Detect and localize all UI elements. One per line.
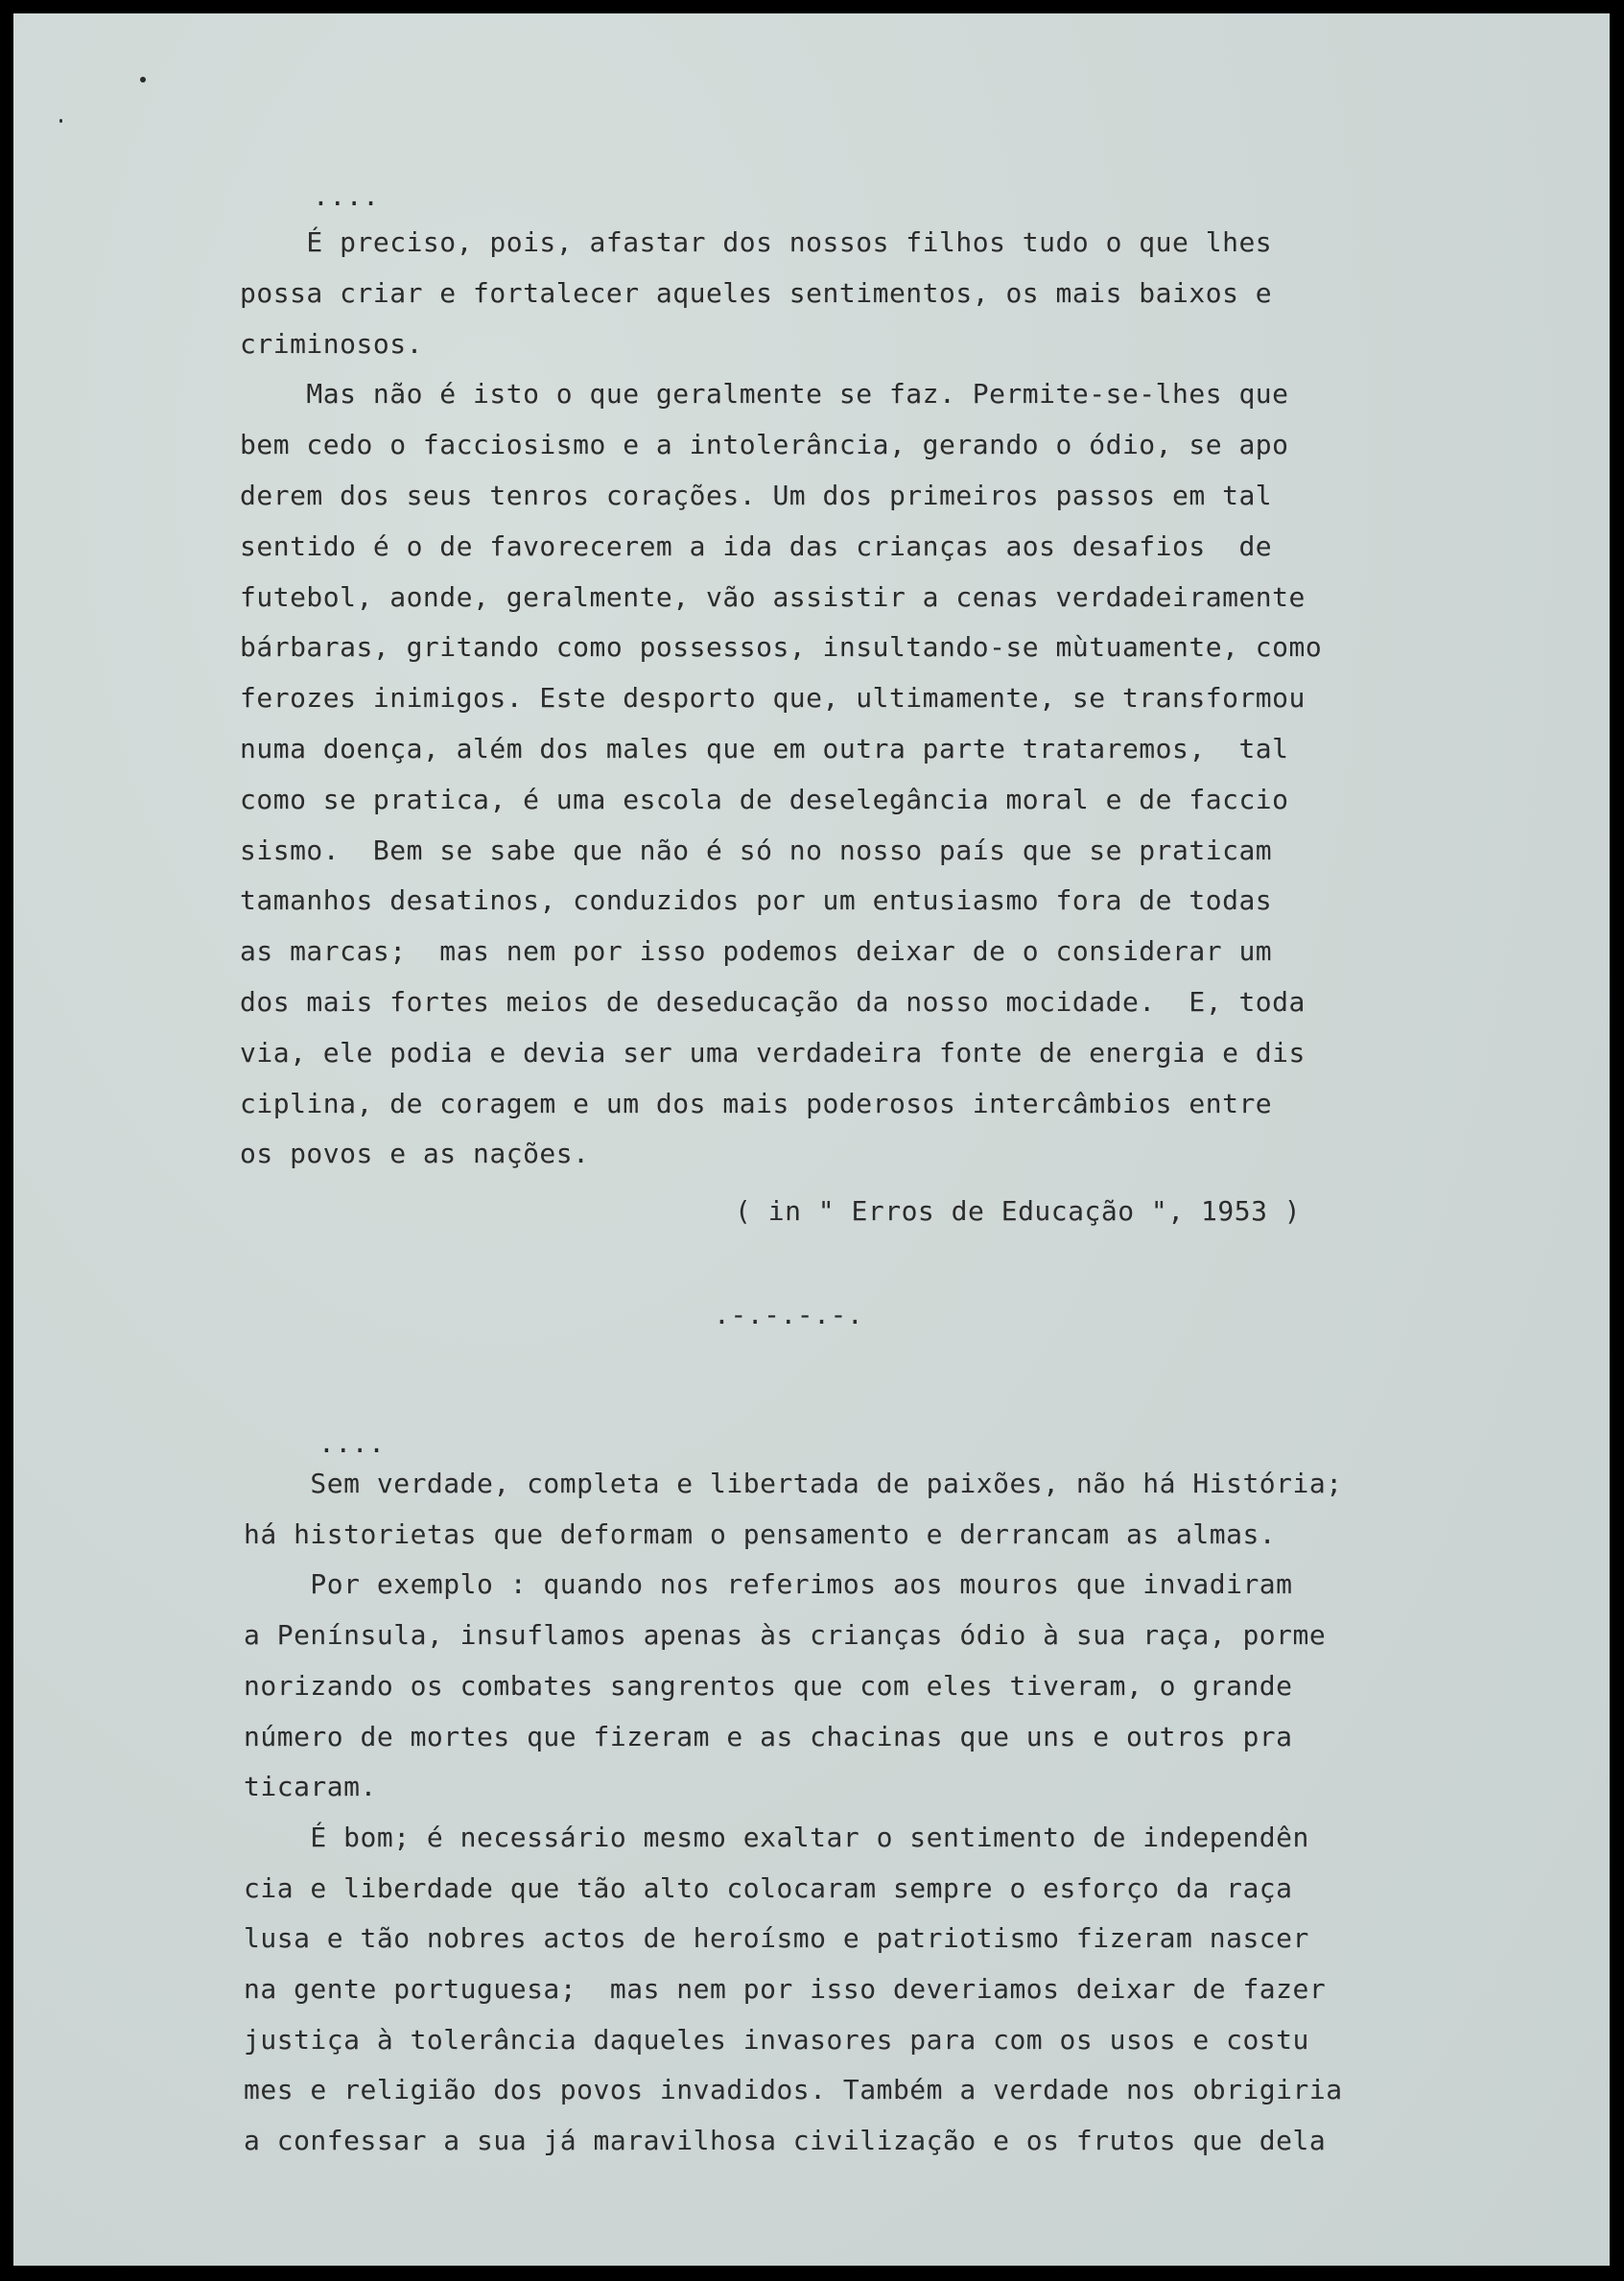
text-line: bárbaras, gritando como possessos, insultando-se mùtuamente, como: [240, 631, 1323, 664]
text-line: norizando os combates sangrentos que com eles tiveram, o grande: [244, 1669, 1293, 1702]
text-line: ferozes inimigos. Este desporto que, ultimamente, se transformou: [240, 682, 1306, 715]
text-line: Por exemplo : quando nos referimos aos mouros que invadiram: [244, 1568, 1293, 1601]
text-line: sismo. Bem se sabe que não é só no nosso país que se praticam: [240, 834, 1273, 866]
text-line: Sem verdade, completa e libertada de paixões, não há História;: [244, 1468, 1343, 1499]
text-line: ticaram.: [244, 1771, 377, 1803]
text-line: ciplina, de coragem e um dos mais poderosos intercâmbios entre: [240, 1087, 1273, 1119]
text-line: via, ele podia e devia ser uma verdadeira fonte de energia e dis: [240, 1036, 1306, 1069]
text-line: sentido é o de favorecerem a ida das crianças aos desafios de: [240, 529, 1273, 562]
section2-marker: ....: [318, 1427, 386, 1459]
text-line: número de mortes que fizeram e as chacinas que uns e outros pra: [244, 1720, 1293, 1752]
citation: ( in " Erros de Educação ", 1953 ): [735, 1195, 1302, 1227]
text-line: justiça à tolerância daqueles invasores para com os usos e costu: [244, 2023, 1309, 2056]
text-line: mes e religião dos povos invadidos. Também a verdade nos obrigiria: [244, 2074, 1343, 2106]
section1-body: [240, 226, 1506, 1170]
text-line: a confessar a sua já maravilhosa civilização e os frutos que dela: [244, 2125, 1327, 2157]
text-line: possa criar e fortalecer aqueles sentimentos, os mais baixos e: [240, 276, 1273, 309]
text-line: a Península, insuflamos apenas às crianças ódio à sua raça, porme: [244, 1619, 1327, 1652]
text-line: como se pratica, é uma escola de deselegância moral e de faccio: [240, 783, 1289, 815]
section1-marker: ....: [313, 180, 380, 212]
text-line: futebol, aonde, geralmente, vão assistir a cenas verdadeiramente: [240, 580, 1306, 613]
text-line: as marcas; mas nem por isso podemos deixar de o considerar um: [240, 935, 1273, 968]
text-line: cia e liberdade que tão alto colocaram sempre o esforço da raça: [244, 1871, 1293, 1904]
text-line: dos mais fortes meios de deseducação da nosso mocidade. E, toda: [240, 986, 1306, 1018]
text-line: bem cedo o facciosismo e a intolerância, gerando o ódio, se apo: [240, 429, 1289, 461]
text-line: numa doença, além dos males que em outra parte trataremos, tal: [240, 733, 1289, 764]
text-line: na gente portuguesa; mas nem por isso deveriamos deixar de fazer: [244, 1973, 1327, 2005]
text-line: derem dos seus tenros corações. Um dos primeiros passos em tal: [240, 480, 1273, 511]
section-separator: .-.-.-.-.: [714, 1299, 864, 1330]
typed-page: [13, 13, 1610, 2266]
text-line: lusa e tão nobres actos de heroísmo e patriotismo fizeram nascer: [244, 1922, 1309, 1955]
text-line: há historietas que deformam o pensamento e derrancam as almas.: [244, 1517, 1277, 1550]
text-line: os povos e as nações.: [240, 1138, 590, 1170]
text-line: É preciso, pois, afastar dos nossos filhos tudo o que lhes: [240, 226, 1273, 258]
text-line: tamanhos desatinos, conduzidos por um entusiasmo fora de todas: [240, 884, 1273, 917]
section2-body: [244, 1468, 1548, 2177]
ink-speck: [140, 77, 146, 82]
text-line: criminosos.: [240, 327, 423, 360]
text-line: É bom; é necessário mesmo exaltar o sentimento de independên: [244, 1821, 1309, 1853]
ink-speck: [59, 119, 62, 123]
text-line: Mas não é isto o que geralmente se faz. Permite-se-lhes que: [240, 378, 1289, 411]
